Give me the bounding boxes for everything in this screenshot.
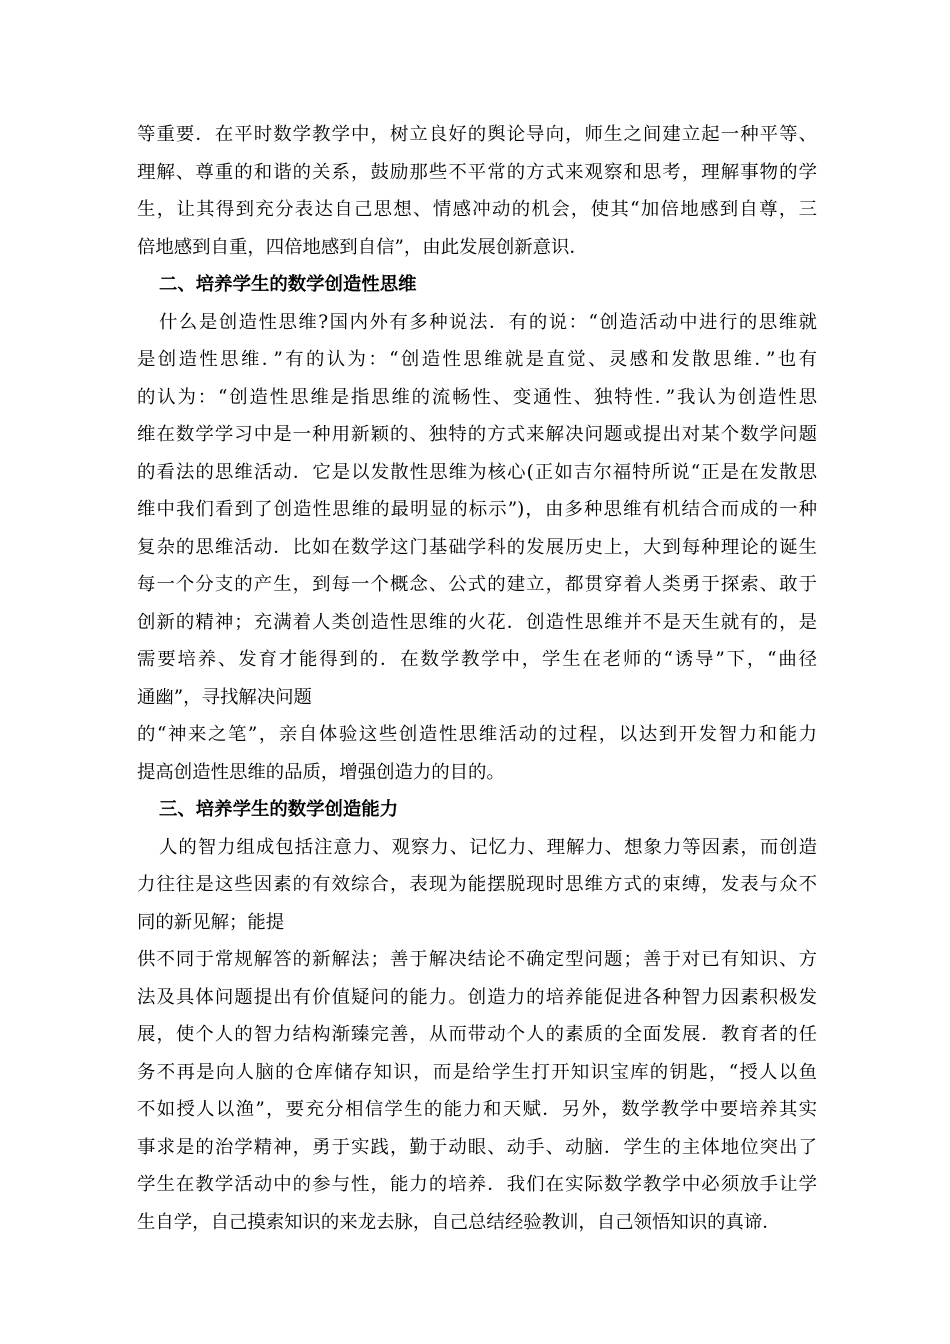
text-line: 等重要．在平时数学教学中，树立良好的舆论导向，师生之间建立起一种平等、 xyxy=(137,124,817,145)
section-heading-2: 二、培养学生的数学创造性思维 xyxy=(159,274,417,295)
text-line: 维在数学学习中是一种用新颖的、独特的方式来解决问题或提出对某个数学问题 xyxy=(137,424,817,445)
text-line: 展，使个人的智力结构渐臻完善，从而带动个人的素质的全面发展．教育者的任 xyxy=(137,1024,817,1045)
section-heading-3: 三、培养学生的数学创造能力 xyxy=(159,799,399,820)
text-line: 的“神来之笔”，亲自体验这些创造性思维活动的过程，以达到开发智力和能力 xyxy=(137,724,817,745)
text-line: 是创造性思维．”有的认为：“创造性思维就是直觉、灵感和发散思维．”也有 xyxy=(137,349,817,370)
text-line: 的看法的思维活动．它是以发散性思维为核心(正如吉尔福特所说“正是在发散思 xyxy=(137,461,817,483)
text-line: 不如授人以渔”，要充分相信学生的能力和天赋．另外，数学教学中要培养其实 xyxy=(137,1099,817,1120)
text-line: 的认为：“创造性思维是指思维的流畅性、变通性、独特性．”我认为创造性思 xyxy=(137,386,817,408)
text-line: 创新的精神；充满着人类创造性思维的火花．创造性思维并不是天生就有的，是 xyxy=(137,611,817,633)
text-line: 生，让其得到充分表达自己思想、情感冲动的机会，使其“加倍地感到自尊，三 xyxy=(137,199,817,220)
text-line: 生自学，自己摸索知识的来龙去脉，自己总结经验教训，自己领悟知识的真谛． xyxy=(137,1211,781,1233)
text-line: 通幽”，寻找解决问题 xyxy=(137,686,312,708)
text-line: 复杂的思维活动．比如在数学这门基础学科的发展历史上，大到每种理论的诞生 xyxy=(137,536,817,558)
text-line: 理解、尊重的和谐的关系，鼓励那些不平常的方式来观察和思考，理解事物的学 xyxy=(137,161,817,183)
body-text xyxy=(137,116,817,1241)
text-line: 提高创造性思维的品质，增强创造力的目的。 xyxy=(137,761,505,783)
text-line: 学生在教学活动中的参与性，能力的培养．我们在实际数学教学中必须放手让学 xyxy=(137,1174,817,1195)
text-line: 需要培养、发育才能得到的．在数学教学中，学生在老师的“诱导”下，“曲径 xyxy=(137,649,817,670)
text-line: 什么是创造性思维?国内外有多种说法．有的说：“创造活动中进行的思维就 xyxy=(159,311,817,333)
text-line: 力往往是这些因素的有效综合，表现为能摆脱现时思维方式的束缚，发表与众不 xyxy=(137,874,817,895)
text-line: 务不再是向人脑的仓库储存知识，而是给学生打开知识宝库的钥匙，“授人以鱼 xyxy=(137,1061,817,1083)
text-line: 同的新见解；能提 xyxy=(137,911,285,933)
text-line: 维中我们看到了创造性思维的最明显的标示”)，由多种思维有机结合而成的一种 xyxy=(137,499,817,520)
text-line: 供不同于常规解答的新解法；善于解决结论不确定型问题；善于对已有知识、方 xyxy=(137,949,817,970)
text-line: 每一个分支的产生，到每一个概念、公式的建立，都贯穿着人类勇于探索、敢于 xyxy=(137,574,817,595)
text-line: 法及具体问题提出有价值疑问的能力。创造力的培养能促进各种智力因素积极发 xyxy=(137,986,817,1008)
text-line: 倍地感到自重，四倍地感到自信”，由此发展创新意识． xyxy=(137,236,588,258)
text-line: 人的智力组成包括注意力、观察力、记忆力、理解力、想象力等因素，而创造 xyxy=(159,836,817,858)
text-line: 事求是的治学精神，勇于实践，勤于动眼、动手、动脑．学生的主体地位突出了 xyxy=(137,1136,817,1158)
